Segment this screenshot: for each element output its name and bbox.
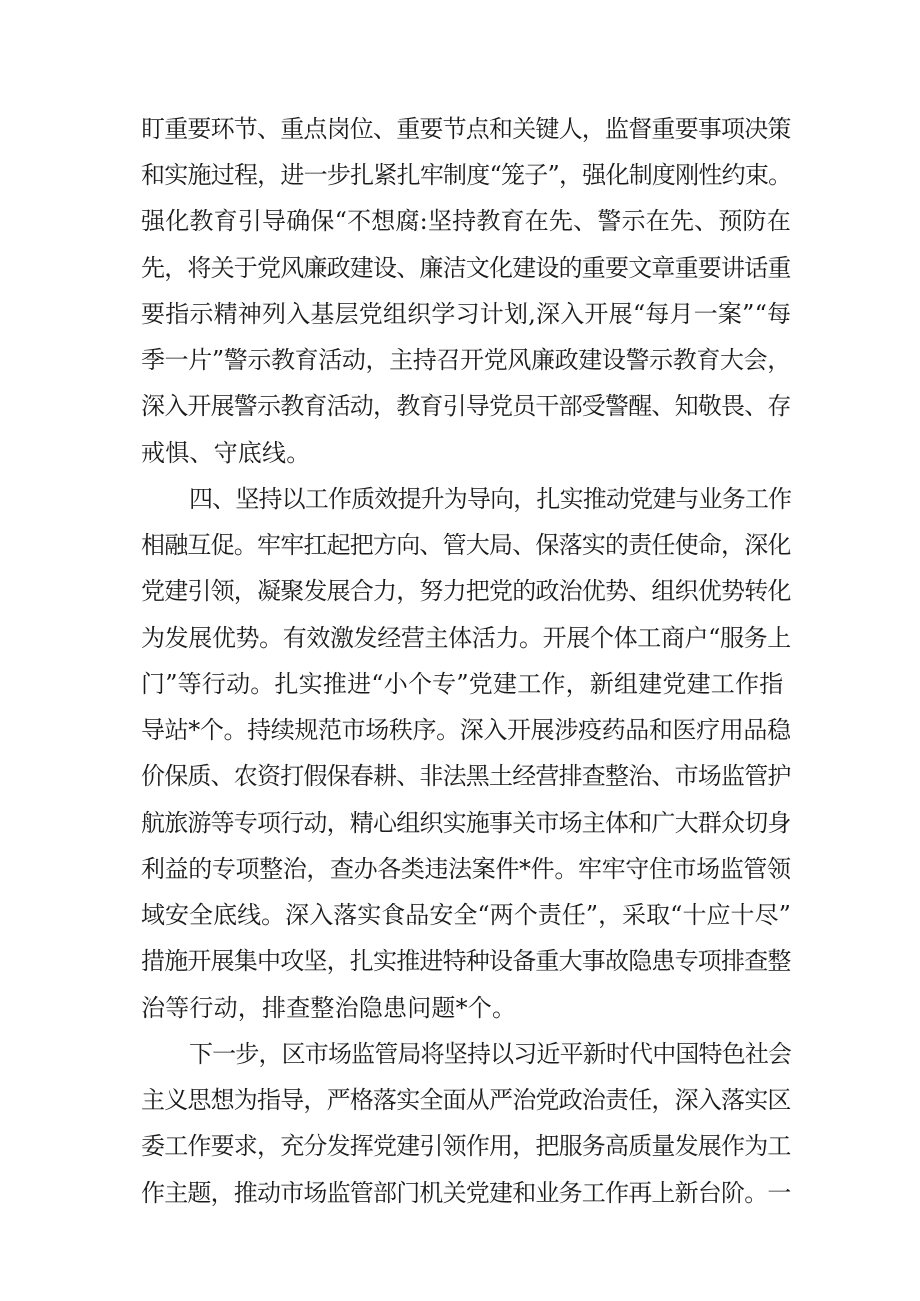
text-line: 主义思想为指导，严格落实全面从严治党政治责任，深入落实区 [141,1086,791,1114]
text-line: 导站*个。持续规范市场秩序。深入开展涉疫药品和医疗用品稳 [141,716,791,744]
text-line: 戒惧、守底线。 [141,439,311,467]
text-line: 价保质、农资打假保春耕、非法黑土经营排查整治、市场监管护 [141,762,791,790]
text-line: 季一片”警示教育活动，主持召开党风廉政建设警示教育大会， [141,346,791,374]
text-line: 作主题，推动市场监管部门机关党建和业务工作再上新台阶。一 [141,1179,791,1207]
text-line: 域安全底线。深入落实食品安全“两个责任”，采取“十应十尽” [141,901,791,929]
text-line: 先，将关于党风廉政建设、廉洁文化建设的重要文章重要讲话重 [141,254,791,282]
text-line: 措施开展集中攻坚，扎实推进特种设备重大事故隐患专项排查整 [141,947,791,975]
text-line: 要指示精神列入基层党组织学习计划,深入开展“每月一案”“每 [141,300,792,328]
text-line: 航旅游等专项行动，精心组织实施事关市场主体和广大群众切身 [141,809,791,837]
text-line: 深入开展警示教育活动，教育引导党员干部受警醒、知敬畏、存 [141,392,791,420]
paragraph-start-line: 四、坚持以工作质效提升为导向，扎实推动党建与业务工作 [189,485,792,513]
paragraph-start-line: 下一步，区市场监管局将坚持以习近平新时代中国特色社会 [189,1040,792,1068]
text-line: 门”等行动。扎实推进“小个专”党建工作，新组建党建工作指 [141,670,784,698]
text-line: 党建引领，凝聚发展合力，努力把党的政治优势、组织优势转化 [141,577,791,605]
text-line: 强化教育引导确保“不想腐:坚持教育在先、警示在先、预防在 [141,207,791,235]
text-line: 为发展优势。有效激发经营主体活力。开展个体工商户“服务上 [141,624,791,652]
text-line: 治等行动，排查整治隐患问题*个。 [141,994,517,1022]
text-line: 和实施过程，进一步扎紧扎牢制度“笼子”，强化制度刚性约束。 [141,161,792,189]
text-line: 相融互促。牢牢扛起把方向、管大局、保落实的责任使命，深化 [141,531,791,559]
text-line: 委工作要求，充分发挥党建引领作用，把服务高质量发展作为工 [141,1132,791,1160]
text-line: 利益的专项整治，查办各类违法案件*件。牢牢守住市场监管领 [141,855,791,883]
text-line: 盯重要环节、重点岗位、重要节点和关键人，监督重要事项决策 [141,115,791,143]
